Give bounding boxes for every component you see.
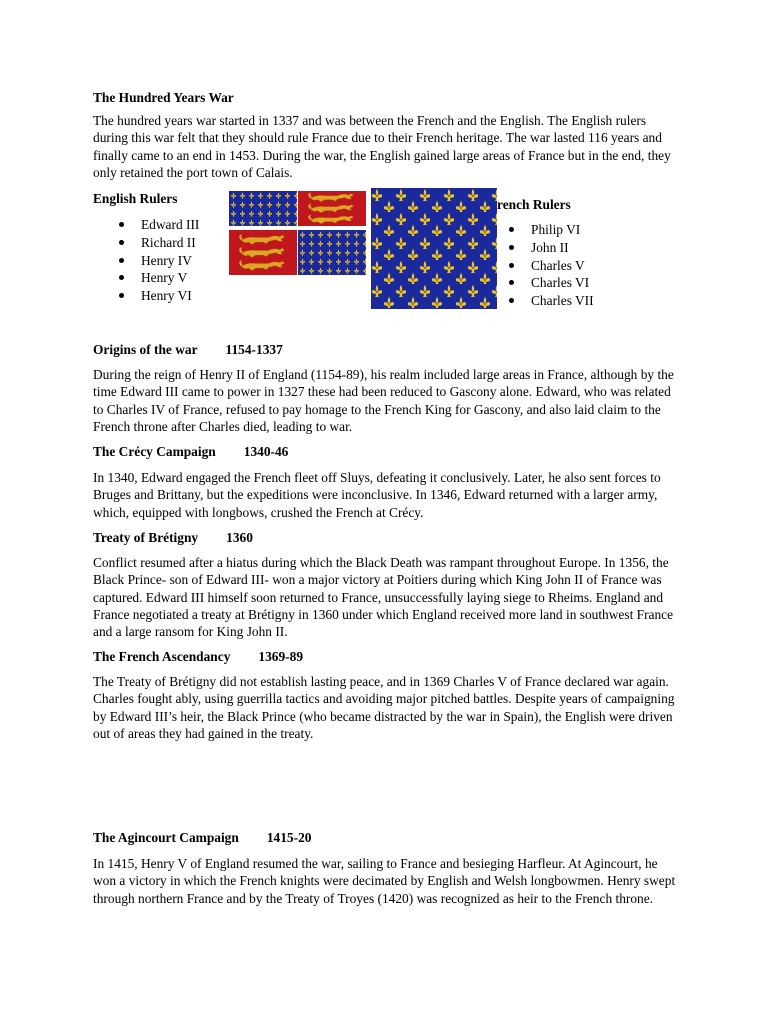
list-item: Henry VI <box>115 287 199 305</box>
section-title: Origins of the war <box>93 342 198 357</box>
section-dates: 1415-20 <box>266 830 312 845</box>
section-dates: 1340-46 <box>243 444 289 459</box>
english-rulers-list <box>115 216 199 305</box>
section-heading-origins <box>93 341 283 358</box>
section-paragraph-crecy: In 1340, Edward engaged the French fleet off Sluys, defeating it conclusively. Later, he also sent forces to Bruges and Brittany, but the expeditions were inconclusive. In 1346, Edward returned with a larger army, which, equipped with longbows, crushed the French at Crécy. <box>93 470 661 520</box>
section-paragraph-french-ascendancy: The Treaty of Brétigny did not establish lasting peace, and in 1369 Charles V of France declared war again. Charles fought ably, using guerrilla tactics and avoiding major pitched battles. Despite years of campaigning by Edward III’s heir, the Black Prince (who became distracted by the war in Spain), the English were driven out of areas they had gained in the treaty. <box>93 674 675 741</box>
list-item: Charles VI <box>505 274 594 292</box>
royal-arms-of-england-flag-icon <box>229 191 366 275</box>
section-title: The Agincourt Campaign <box>93 830 239 845</box>
list-item: Henry IV <box>115 252 199 270</box>
section-paragraph-agincourt: In 1415, Henry V of England resumed the war, sailing to France and besieging Harfleur. At Agincourt, he won a victory in which the French knights were decimated by English and Welsh longbowmen. Henry swept through northern France and by the Treaty of Troyes (1420) was recognized as heir to the French throne. <box>93 856 676 906</box>
document-title: The Hundred Years War <box>93 90 234 105</box>
english-rulers-heading: English Rulers <box>93 191 178 206</box>
section-title: The French Ascendancy <box>93 649 231 664</box>
section-dates: 1360 <box>226 530 253 545</box>
section-heading-crecy <box>93 443 288 460</box>
list-item: Philip VI <box>505 221 594 239</box>
french-rulers-heading: rench Rulers <box>497 197 571 212</box>
list-item: Charles V <box>505 257 594 275</box>
section-heading-agincourt <box>93 829 311 846</box>
section-paragraph-origins: During the reign of Henry II of England (1154-89), his realm included large areas in France, although by the time Edward III came to power in 1327 these had been reduced to Gascony alone. Edward, who was related to Charles IV of France, refused to pay homage to the French King for Gascony, and also laid claim to the French throne after Charles died, leading to war. <box>93 367 674 434</box>
section-paragraph-bretigny: Conflict resumed after a hiatus during which the Black Death was rampant throughout Europe. In 1356, the Black Prince- son of Edward III- won a major victory at Poitiers during which King John II of France was captured. Edward III himself soon returned to France, unsuccessfully laying siege to Rheims. England and France negotiated a treaty at Brétigny in 1360 under which England received more land in southwest France and a large ransom for King John II. <box>93 555 674 640</box>
fleur-de-lis-flag-icon <box>371 188 497 309</box>
section-heading-bretigny <box>93 529 253 546</box>
section-heading-french-ascendancy <box>93 648 303 665</box>
section-title: The Crécy Campaign <box>93 444 216 459</box>
list-item: Edward III <box>115 216 199 234</box>
french-rulers-list <box>505 221 594 310</box>
section-dates: 1369-89 <box>258 649 304 664</box>
list-item: Richard II <box>115 234 199 252</box>
list-item: Henry V <box>115 269 199 287</box>
list-item: Charles VII <box>505 292 594 310</box>
section-dates: 1154-1337 <box>225 342 283 357</box>
section-title: Treaty of Brétigny <box>93 530 199 545</box>
list-item: John II <box>505 239 594 257</box>
intro-paragraph: The hundred years war started in 1337 and was between the French and the English. The English rulers during this war felt that they should rule France due to their French heritage. The war lasted 116 years and finally came to an end in 1453. During the war, the English gained large areas of France but in the end, they only retained the port town of Calais. <box>93 113 671 180</box>
